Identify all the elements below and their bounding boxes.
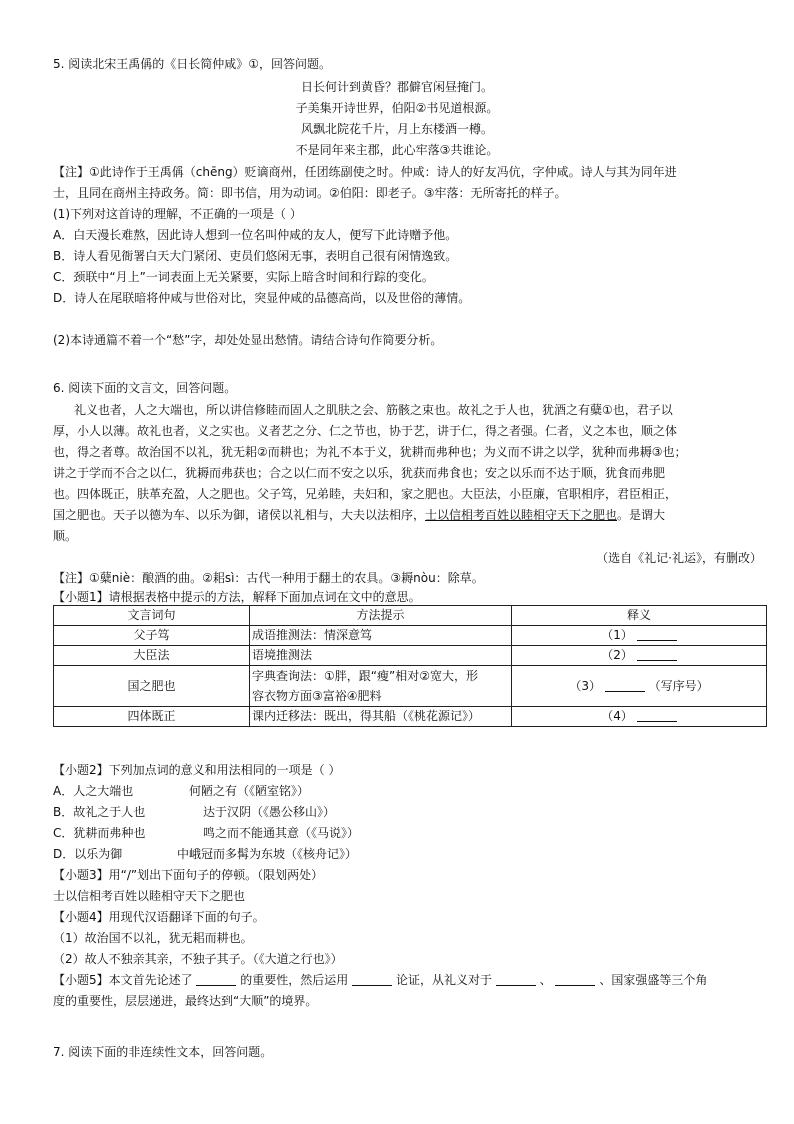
q3-sentence: 士以信相考百姓以睦相守天下之肥也: [53, 889, 246, 903]
table-row: [54, 666, 767, 707]
method-cell: 字典查询法：①胖，跟“瘦”相对②宽大，形 容衣物方面③富裕④肥料: [250, 666, 512, 707]
table-header: 方法提示: [250, 606, 512, 626]
q5-option-a: A．白天漫长难熬，因此诗人想到一位名叫仲咸的友人，便写下此诗赠予他。: [53, 228, 458, 242]
q6-sub3-title: 【小题3】用“/”划出下面句子的停顿。（限划两处）: [53, 868, 324, 882]
passage-line: 顺。: [53, 529, 78, 543]
vocab-table: [53, 605, 767, 727]
q2-option-d: D．以乐为御 中峨冠而多髯为东坡（《核舟记》）: [53, 847, 358, 861]
poem-line: 日长何计到黄昏？郡僻官闲昼掩门。: [300, 80, 493, 94]
answer-blank[interactable]: [352, 973, 392, 986]
answer-blank[interactable]: [637, 628, 677, 641]
answer-blank[interactable]: [637, 709, 677, 722]
q5-sub1: (1)下列对这首诗的理解，不正确的一项是（ ）: [53, 207, 302, 221]
poem-line: 不是同年来主郡，此心牢落③共谁论。: [295, 143, 499, 157]
q5-option-c: C．颈联中“月上”一词表面上无关紧要，实际上暗含时间和行踪的变化。: [53, 270, 434, 284]
answer-blank[interactable]: [196, 973, 236, 986]
term-cell: 父子笃: [54, 626, 250, 646]
table-row: [54, 707, 767, 727]
passage-line: 也，得之者尊。故治国不以礼，犹无耜②而耕也；为礼不本于义，犹耕而弗种也；为义而不讲之以学，犹种而弗耨③也；: [53, 445, 687, 459]
table-header: 释义: [512, 606, 767, 626]
method-cell: 语境推测法: [250, 646, 512, 666]
term-cell: 四体既正: [54, 707, 250, 727]
method-cell: 成语推测法：情深意笃: [250, 626, 512, 646]
q6-sub5-line: 【小题5】本文首先论述了 的重要性，然后运用 论证，从礼义对于 、 、国家强盛等三个角: [53, 973, 708, 987]
q7-title: 7. 阅读下面的非连续性文本，回答问题。: [53, 1045, 273, 1059]
table-header: 文言词句: [54, 606, 250, 626]
answer-blank[interactable]: [637, 648, 677, 661]
q5-title: 5. 阅读北宋王禹偁的《日长简仲咸》①，回答问题。: [53, 57, 332, 71]
answer-cell: （1）: [512, 626, 767, 646]
term-cell: 国之肥也: [54, 666, 250, 707]
table-row: [54, 626, 767, 646]
q2-option-c: C．犹耕而弗种也 鸣之而不能通其意（《马说》）: [53, 826, 360, 840]
q6-note: 【注】①糵niè：酿酒的曲。②耜sì：古代一种用于翻土的农具。③耨nòu：除草。: [53, 571, 484, 585]
table-row: [54, 646, 767, 666]
q2-option-b: B．故礼之于人也 达于汉阴（《愚公移山》）: [53, 805, 336, 819]
answer-blank[interactable]: [605, 679, 645, 692]
q6-title: 6. 阅读下面的文言文，回答问题。: [53, 381, 237, 395]
q5-note-line: 士，且同在商州主持政务。简：即书信，用为动词。②伯阳：即老子。③牢落：无所寄托的样子。: [53, 186, 567, 200]
q6-sub5-line: 度的重要性，层层递进，最终达到“大顺”的境界。: [53, 994, 318, 1008]
passage-line: 礼义也者，人之大端也，所以讲信修睦而固人之肌肤之会、筋骸之束也。故礼之于人也，犹酒之有糵①也，君子以: [74, 403, 673, 417]
answer-blank[interactable]: [496, 973, 536, 986]
passage-line: 讲之于学而不合之以仁，犹耨而弗获也；合之以仁而不安之以乐，犹获而弗食也；安之以乐而不达于顺，犹食而弗肥: [53, 466, 666, 480]
answer-blank[interactable]: [555, 973, 595, 986]
poem-line: 子美集开诗世界，伯阳②书见道根源。: [295, 101, 499, 115]
passage-line: 厚，小人以薄。故礼也者，义之实也。义者艺之分、仁之节也，协于艺，讲于仁，得之者强。仁者，义之本也，顺之体: [53, 424, 678, 438]
passage-line: 国之肥也。天子以德为车、以乐为御，诸侯以礼相与，大夫以法相序，士以信相考百姓以睦相守天下之肥也。是谓大: [53, 508, 666, 522]
passage-line: 也。四体既正，肤革充盈，人之肥也。父子笃，兄弟睦，夫妇和，家之肥也。大臣法，小臣廉，官职相序，君臣相正，: [53, 487, 678, 501]
term-cell: 大臣法: [54, 646, 250, 666]
q4-item: （2）故人不独亲其亲，不独子其子。（《大道之行也》）: [53, 952, 343, 966]
q2-option-a: A．人之大端也 何陋之有（《陋室铭》）: [53, 784, 310, 798]
q6-sub2-title: 【小题2】下列加点词的意义和用法相同的一项是（ ）: [53, 763, 341, 777]
q6-sub4-title: 【小题4】用现代汉语翻译下面的句子。: [53, 910, 265, 924]
poem-line: 风飘北院花千片，月上东楼酒一樽。: [300, 122, 493, 136]
answer-cell: （4）: [512, 707, 767, 727]
method-cell: 课内迁移法：既出，得其船（《桃花源记》）: [250, 707, 512, 727]
q6-sub1-title: 【小题1】请根据表格中提示的方法，解释下面加点词在文中的意思。: [53, 590, 421, 604]
q5-sub2: (2)本诗通篇不着一个“愁”字，却处处显出愁情。请结合诗句作简要分析。: [53, 333, 443, 347]
q5-note-line: 【注】①此诗作于王禹偁（chēng）贬谪商州，任团练副使之时。仲咸：诗人的好友冯伉，字仲咸。诗人与其为同年进: [53, 165, 677, 179]
passage-source: （选自《礼记·礼运》，有删改）: [596, 551, 762, 565]
answer-cell: （3） （写序号）: [512, 666, 767, 707]
answer-cell: （2）: [512, 646, 767, 666]
q5-option-b: B．诗人看见衙署白天大门紧闭、吏员们悠闲无事，表明自己很有闲情逸致。: [53, 249, 458, 263]
table-header-row: [54, 606, 767, 626]
q4-item: （1）故治国不以礼，犹无耜而耕也。: [53, 931, 253, 945]
q5-option-d: D．诗人在尾联暗将仲咸与世俗对比，突显仲咸的品德高尚，以及世俗的薄情。: [53, 291, 471, 305]
underlined-sentence: 士以信相考百姓以睦相守天下之肥也: [425, 508, 618, 522]
